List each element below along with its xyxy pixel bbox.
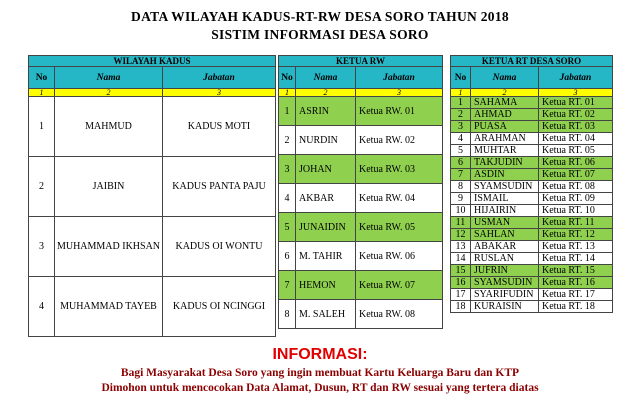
rw-no: 8 (279, 300, 296, 329)
rw-col-no: No (279, 67, 296, 89)
table-row (29, 97, 276, 157)
rt-col-no: No (451, 67, 471, 89)
kadus-col-jabatan: Jabatan (163, 67, 276, 89)
rt-nama: AHMAD (471, 109, 539, 121)
rt-no: 16 (451, 277, 471, 289)
kadus-col-no: No (29, 67, 55, 89)
rw-nama: HEMON (296, 271, 356, 300)
table-row (451, 157, 613, 169)
rw-idx: 3 (356, 89, 443, 97)
kadus-nama: MAHMUD (55, 97, 163, 157)
rw-no: 2 (279, 126, 296, 155)
rt-nama: ARAHMAN (471, 133, 539, 145)
rt-jabatan: Ketua RT. 06 (539, 157, 613, 169)
table-row (279, 213, 443, 242)
table-row (451, 253, 613, 265)
rw-nama: M. SALEH (296, 300, 356, 329)
rt-jabatan: Ketua RT. 18 (539, 301, 613, 313)
rt-no: 6 (451, 157, 471, 169)
rt-jabatan: Ketua RT. 17 (539, 289, 613, 301)
rt-jabatan: Ketua RT. 14 (539, 253, 613, 265)
rt-nama: USMAN (471, 217, 539, 229)
rt-nama: RUSLAN (471, 253, 539, 265)
rw-jabatan: Ketua RW. 05 (356, 213, 443, 242)
rt-no: 12 (451, 229, 471, 241)
kadus-no: 2 (29, 157, 55, 217)
kadus-jabatan: KADUS OI WONTU (163, 217, 276, 277)
kadus-table (28, 55, 276, 337)
rt-jabatan: Ketua RT. 09 (539, 193, 613, 205)
kadus-idx: 2 (55, 89, 163, 97)
rt-nama: SYARIFUDIN (471, 289, 539, 301)
table-row (451, 97, 613, 109)
table-row (451, 133, 613, 145)
rt-nama: MUHTAR (471, 145, 539, 157)
rw-no: 5 (279, 213, 296, 242)
rt-jabatan: Ketua RT. 03 (539, 121, 613, 133)
rt-nama: SAHLAN (471, 229, 539, 241)
rt-col-jabatan: Jabatan (539, 67, 613, 89)
rt-no: 17 (451, 289, 471, 301)
rw-jabatan: Ketua RW. 08 (356, 300, 443, 329)
rt-nama: HIJAIRIN (471, 205, 539, 217)
rt-table (450, 55, 613, 313)
table-row (451, 109, 613, 121)
table-row (279, 242, 443, 271)
rt-no: 13 (451, 241, 471, 253)
rt-nama: SYAMSUDIN (471, 277, 539, 289)
rw-col-jabatan: Jabatan (356, 67, 443, 89)
table-row (451, 121, 613, 133)
rt-idx: 2 (471, 89, 539, 97)
page-title: DATA WILAYAH KADUS-RT-RW DESA SORO TAHUN 2018 (131, 9, 509, 24)
rw-jabatan: Ketua RW. 01 (356, 97, 443, 126)
rw-jabatan: Ketua RW. 07 (356, 271, 443, 300)
table-row (279, 97, 443, 126)
rw-no: 4 (279, 184, 296, 213)
kadus-nama: MUHAMMAD IKHSAN (55, 217, 163, 277)
rt-nama: ABAKAR (471, 241, 539, 253)
kadus-idx: 3 (163, 89, 276, 97)
rt-no: 2 (451, 109, 471, 121)
table-row (451, 145, 613, 157)
rt-no: 9 (451, 193, 471, 205)
table-row (451, 205, 613, 217)
kadus-jabatan: KADUS PANTA PAJU (163, 157, 276, 217)
rw-no: 6 (279, 242, 296, 271)
rt-no: 15 (451, 265, 471, 277)
rt-jabatan: Ketua RT. 10 (539, 205, 613, 217)
rw-jabatan: Ketua RW. 03 (356, 155, 443, 184)
rt-jabatan: Ketua RT. 16 (539, 277, 613, 289)
rw-nama: M. TAHIR (296, 242, 356, 271)
kadus-jabatan: KADUS OI NCINGGI (163, 277, 276, 337)
table-row (451, 229, 613, 241)
table-row (451, 301, 613, 313)
rt-no: 4 (451, 133, 471, 145)
rt-idx: 1 (451, 89, 471, 97)
rt-nama: JUFRIN (471, 265, 539, 277)
table-row (451, 193, 613, 205)
info-line-2: Dimohon untuk mencocokan Data Alamat, Dusun, RT dan RW sesuai yang tertera diatas (101, 382, 539, 394)
rt-nama: PUASA (471, 121, 539, 133)
rt-jabatan: Ketua RT. 04 (539, 133, 613, 145)
table-row (29, 157, 276, 217)
rw-nama: ASRIN (296, 97, 356, 126)
rw-nama: JOHAN (296, 155, 356, 184)
rw-nama: NURDIN (296, 126, 356, 155)
rt-no: 7 (451, 169, 471, 181)
rt-nama: SAHAMA (471, 97, 539, 109)
table-row (451, 265, 613, 277)
rw-no: 1 (279, 97, 296, 126)
table-row (279, 126, 443, 155)
table-row (29, 277, 276, 337)
rt-nama: ISMAIL (471, 193, 539, 205)
rw-no: 3 (279, 155, 296, 184)
rt-no: 14 (451, 253, 471, 265)
kadus-nama: JAIBIN (55, 157, 163, 217)
table-row (451, 169, 613, 181)
table-row (451, 277, 613, 289)
rw-nama: JUNAIDIN (296, 213, 356, 242)
table-row (451, 241, 613, 253)
rt-nama: SYAMSUDIN (471, 181, 539, 193)
rt-jabatan: Ketua RT. 08 (539, 181, 613, 193)
kadus-idx: 1 (29, 89, 55, 97)
rt-jabatan: Ketua RT. 12 (539, 229, 613, 241)
rt-jabatan: Ketua RT. 05 (539, 145, 613, 157)
kadus-no: 1 (29, 97, 55, 157)
rt-header: KETUA RT DESA SORO (451, 56, 613, 67)
rw-idx: 2 (296, 89, 356, 97)
table-row (451, 217, 613, 229)
rw-jabatan: Ketua RW. 02 (356, 126, 443, 155)
rt-no: 1 (451, 97, 471, 109)
info-heading: INFORMASI: (272, 346, 368, 363)
kadus-header: WILAYAH KADUS (29, 56, 276, 67)
rt-no: 5 (451, 145, 471, 157)
kadus-nama: MUHAMMAD TAYEB (55, 277, 163, 337)
rt-jabatan: Ketua RT. 13 (539, 241, 613, 253)
rt-nama: TAKJUDIN (471, 157, 539, 169)
rt-no: 3 (451, 121, 471, 133)
info-line-1: Bagi Masyarakat Desa Soro yang ingin membuat Kartu Keluarga Baru dan KTP (120, 367, 520, 379)
rt-nama: KURAISIN (471, 301, 539, 313)
table-row (279, 300, 443, 329)
rt-no: 11 (451, 217, 471, 229)
rt-no: 18 (451, 301, 471, 313)
table-row (279, 271, 443, 300)
rw-header: KETUA RW (279, 56, 443, 67)
rt-idx: 3 (539, 89, 613, 97)
rw-col-nama: Nama (296, 67, 356, 89)
rw-no: 7 (279, 271, 296, 300)
rt-jabatan: Ketua RT. 02 (539, 109, 613, 121)
rt-col-nama: Nama (471, 67, 539, 89)
table-row (279, 184, 443, 213)
rt-jabatan: Ketua RT. 01 (539, 97, 613, 109)
rt-nama: ASDIN (471, 169, 539, 181)
rw-jabatan: Ketua RW. 04 (356, 184, 443, 213)
rw-table (278, 55, 443, 329)
kadus-jabatan: KADUS MOTI (163, 97, 276, 157)
rt-no: 8 (451, 181, 471, 193)
rw-nama: AKBAR (296, 184, 356, 213)
kadus-no: 4 (29, 277, 55, 337)
rt-jabatan: Ketua RT. 07 (539, 169, 613, 181)
rt-no: 10 (451, 205, 471, 217)
page-subtitle: SISTIM INFORMASI DESA SORO (211, 27, 429, 42)
rt-jabatan: Ketua RT. 15 (539, 265, 613, 277)
rw-jabatan: Ketua RW. 06 (356, 242, 443, 271)
table-row (451, 289, 613, 301)
kadus-no: 3 (29, 217, 55, 277)
table-row (451, 181, 613, 193)
table-row (279, 155, 443, 184)
kadus-col-nama: Nama (55, 67, 163, 89)
rt-jabatan: Ketua RT. 11 (539, 217, 613, 229)
table-row (29, 217, 276, 277)
rw-idx: 1 (279, 89, 296, 97)
